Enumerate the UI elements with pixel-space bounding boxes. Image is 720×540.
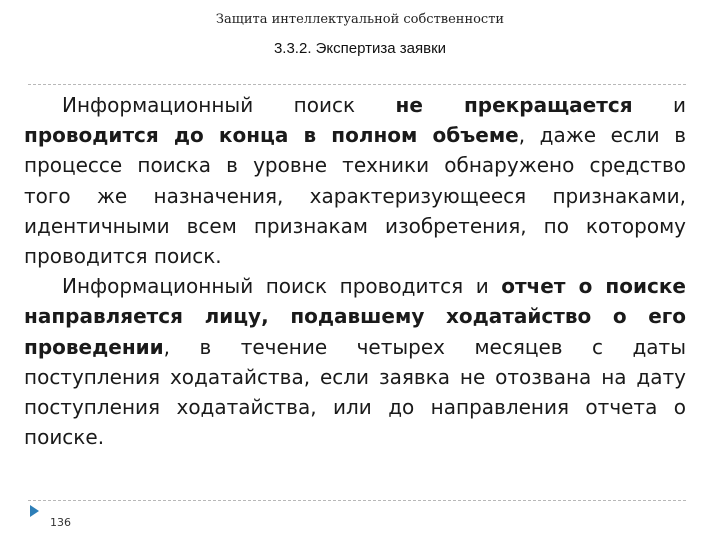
emphasis-text: отчет о поиске направляется лицу, подавшему ходатайство о его проведении	[24, 274, 686, 359]
paragraph-text: Информационный поиск проводится и	[62, 274, 502, 299]
section-heading: 3.3.2. Экспертиза заявки	[273, 40, 447, 57]
paragraph-text: , даже если в процессе поиска в уровне техники обнаружено средство того же назначения, характеризующееся признаками, идентичными всем признакам изобретения, по которому проводится поиск.	[24, 123, 686, 269]
paragraph-text: Информационный поиск	[62, 93, 396, 117]
paragraph-text: и	[632, 93, 686, 117]
triangle-marker-icon	[30, 505, 39, 517]
top-divider	[28, 84, 686, 85]
slide-body	[24, 90, 686, 452]
emphasis-text: не прекращается	[395, 93, 633, 117]
paragraph-search-continuation	[24, 90, 686, 271]
paragraph-text: , в течение четырех месяцев с даты поступления ходатайства, если заявка не отозвана на дату поступления ходатайства, или до направления отчета о поиске.	[24, 334, 686, 450]
paragraph-search-report	[24, 271, 686, 452]
presentation-title: Защита интеллектуальной собственности	[215, 12, 505, 27]
bottom-divider	[28, 500, 686, 501]
page-number: 136	[50, 516, 71, 529]
emphasis-text: проводится до конца в полном объеме	[24, 123, 519, 148]
